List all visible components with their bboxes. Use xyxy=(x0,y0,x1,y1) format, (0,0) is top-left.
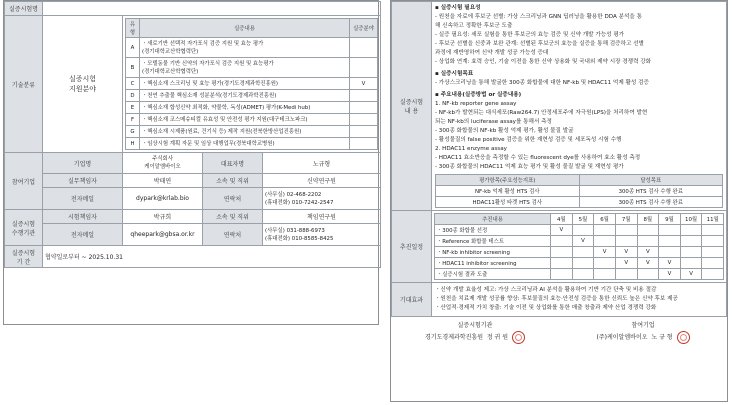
month-header: 7월 xyxy=(615,214,637,225)
eval-goal: 300종 HTS 검사 수행 완료 xyxy=(579,186,723,197)
schedule-cell[interactable] xyxy=(615,269,637,280)
category-check[interactable] xyxy=(350,138,378,150)
category-content: ㆍ천연 추출물 핵심소재 성분분석(경기도경제과학진흥원) xyxy=(140,90,350,102)
category-content: ㆍ핵심소재 스크리닝 및 효능 평가(경기도경제과학진흥원) xyxy=(140,78,350,90)
main-line: - 300종 화합물의 NF-kb 활성 억제 평가, 활성 물질 발굴 xyxy=(435,128,574,134)
schedule-cell[interactable] xyxy=(702,236,724,247)
mobile-value: 010-8585-8425 xyxy=(291,235,334,242)
schedule-cell[interactable] xyxy=(659,247,681,258)
schedule-cell[interactable] xyxy=(659,225,681,236)
content-body xyxy=(435,4,723,172)
schedule-cell[interactable]: V xyxy=(615,247,637,258)
schedule-cell[interactable] xyxy=(594,225,616,236)
eval-table xyxy=(435,174,723,208)
left-document xyxy=(3,0,379,325)
company-contact-value[interactable] xyxy=(263,188,381,210)
sign-org2-name: (주)케이알엠바이오 xyxy=(596,334,648,341)
main-line: 되는 NF-kb의 luciferase assay를 통해서 측정 xyxy=(435,119,552,125)
mobile-label: (휴대전화) xyxy=(265,199,291,206)
schedule-cell[interactable] xyxy=(551,258,573,269)
content-label: 실증시험 내 용 xyxy=(392,2,432,211)
schedule-cell[interactable] xyxy=(637,225,659,236)
schedule-cell[interactable] xyxy=(680,236,702,247)
schedule-cell[interactable] xyxy=(637,236,659,247)
company-section-label: 참여기업 xyxy=(5,153,43,210)
category-check[interactable] xyxy=(350,58,378,78)
category-content: ㆍ핵심소재 합성신약 최적화, 약물학, 독성(ADMET) 평가(K-Medi hub) xyxy=(140,102,350,114)
right-document xyxy=(390,0,728,402)
category-type: E xyxy=(126,102,140,114)
schedule-cell[interactable]: V xyxy=(551,225,573,236)
company-manager-value[interactable]: 박태연 xyxy=(123,174,203,188)
schedule-cell[interactable] xyxy=(551,269,573,280)
schedule-cell[interactable]: V xyxy=(637,247,659,258)
schedule-cell[interactable]: V xyxy=(659,258,681,269)
category-check[interactable] xyxy=(350,90,378,102)
sign-org2 xyxy=(559,330,727,345)
schedule-cell[interactable] xyxy=(680,247,702,258)
categories-table xyxy=(125,18,378,150)
category-check[interactable] xyxy=(350,114,378,126)
need-line: - 실증 필요성: 세포 실험을 통한 후보군의 효능 검증 및 신약 개발 가능성 평가 xyxy=(435,32,625,38)
category-content: ㆍ모델동물 기반 신약의 자가포식 검증 지원 및 효능평가 (경기대학교산학협력단) xyxy=(140,58,350,78)
agency-manager-label: 시험책임자 xyxy=(43,210,123,224)
category-type: F xyxy=(126,114,140,126)
schedule-cell[interactable] xyxy=(594,258,616,269)
main-title: ▪ 주요내용(실증방법 or 실증내용) xyxy=(435,92,522,98)
category-check[interactable]: V xyxy=(350,78,378,90)
eval-item: NF-kb 억제 활성 HTS 검사 xyxy=(436,186,580,197)
category-type: C xyxy=(126,78,140,90)
schedule-cell[interactable] xyxy=(615,236,637,247)
title-label: 실증시험명 xyxy=(5,2,43,16)
company-contact-label: 연락처 xyxy=(203,188,263,210)
schedule-task: ㆍ300종 화합물 선정 xyxy=(435,225,551,236)
category-content: ㆍ새로기반 선택적 자가포식 검증 지원 및 효능 평가 (경기대학교산학협력단) xyxy=(140,38,350,58)
category-check[interactable] xyxy=(350,126,378,138)
expect-label: 기대효과 xyxy=(392,283,432,317)
sign-person1: 정 귀 원 xyxy=(486,334,509,341)
need-line: 과정에 재반영하여 신약 개발 성공 가능성 증대 xyxy=(435,50,549,56)
category-check[interactable] xyxy=(350,38,378,58)
month-header: 5월 xyxy=(572,214,594,225)
company-position-value[interactable]: 신약연구원 xyxy=(263,174,381,188)
category-type: H xyxy=(126,138,140,150)
main-line: - NF-kb가 발현되는 대식세포(Raw264.7) 안정세포주에 자극원(LPS)을 처리하여 발현 xyxy=(435,110,648,116)
seal-icon xyxy=(677,331,690,344)
schedule-cell[interactable] xyxy=(572,269,594,280)
tech-category-label: 기술분류 xyxy=(5,16,43,153)
schedule-cell[interactable] xyxy=(572,247,594,258)
agency-position-label: 소속 및 직위 xyxy=(203,210,263,224)
need-line: - 원천을 자료에 후보군 선별: 가상 스크리닝과 GNN 딥러닝을 활용한 DDA 분석을 통 xyxy=(435,14,642,20)
phone-value: 02-468-2202 xyxy=(286,191,322,198)
month-header: 8월 xyxy=(637,214,659,225)
schedule-cell[interactable]: V xyxy=(637,258,659,269)
company-email-label: 전자메일 xyxy=(43,188,123,210)
sign-org1 xyxy=(391,330,559,345)
agency-email-label: 전자메일 xyxy=(43,224,123,246)
month-header: 4월 xyxy=(551,214,573,225)
seal-icon xyxy=(512,331,525,344)
schedule-cell[interactable] xyxy=(680,225,702,236)
sign-org1-label: 실증시험기관 xyxy=(457,322,493,329)
company-name-value[interactable]: 주식회사 케이알엠바이오 xyxy=(123,153,203,174)
expect-body xyxy=(432,283,727,317)
category-type: G xyxy=(126,126,140,138)
goal-line: - 가상스크리닝을 통해 발굴한 300종 화합물에 대한 NF-kb 및 HDAC11 억제 활성 검증 xyxy=(435,80,649,86)
agency-position-value[interactable]: 책임연구원 xyxy=(263,210,381,224)
col-type: 유형 xyxy=(126,19,140,38)
category-content: ㆍ핵심소재 코스메슈티컬 유효성 및 안전성 평가 지원(대구테크노파크) xyxy=(140,114,350,126)
agency-manager-value[interactable]: 박규희 xyxy=(123,210,203,224)
eval-col-item: 평가항목(주요성능지표) xyxy=(436,175,580,186)
ceo-value[interactable]: 노규형 xyxy=(263,153,381,174)
month-header: 10월 xyxy=(680,214,702,225)
company-name-label: 기업명 xyxy=(43,153,123,174)
schedule-cell[interactable] xyxy=(702,225,724,236)
schedule-cell[interactable] xyxy=(551,236,573,247)
month-header: 6월 xyxy=(594,214,616,225)
schedule-cell[interactable] xyxy=(594,236,616,247)
month-header: 11월 xyxy=(702,214,724,225)
schedule-cell[interactable] xyxy=(680,258,702,269)
eval-goal: 300종 HTS 검사 수행 완료 xyxy=(579,197,723,208)
signature-table xyxy=(391,319,727,345)
company-position-label: 소속 및 직위 xyxy=(203,174,263,188)
main-line: - 300종 화합물의 HDAC11 억제 효능 평가 및 활성 물질 발굴 및 재현성 평가 xyxy=(435,164,624,170)
sign-person2: 노 규 형 xyxy=(651,334,673,341)
expect-line: ㆍ산업적·경제적 가치 창출: 기술 이전 및 상업화를 통한 매출 창출과 제약 산업 경쟁력 강화 xyxy=(435,305,657,311)
category-content: ㆍ임상시험 계획 자문 및 임상 대행업무(경북대학교병원) xyxy=(140,138,350,150)
schedule-cell[interactable]: V xyxy=(615,258,637,269)
category-check[interactable] xyxy=(350,102,378,114)
schedule-col-task: 추진내용 xyxy=(435,214,551,225)
goal-title: ▪ 실증시험목표 xyxy=(435,71,474,77)
schedule-cell[interactable] xyxy=(594,269,616,280)
company-manager-label: 실무책임자 xyxy=(43,174,123,188)
sign-org1-name: 경기도경제과학진흥원 xyxy=(425,334,483,341)
schedule-cell[interactable] xyxy=(659,236,681,247)
category-type: A xyxy=(126,38,140,58)
eval-col-goal: 달성목표 xyxy=(579,175,723,186)
schedule-cell[interactable]: V xyxy=(572,236,594,247)
main-line: - 활성물질의 false positive 검증을 위한 재현성 검증 및 세포독성 시험 수행 xyxy=(435,137,622,143)
application-form-table xyxy=(4,1,381,268)
schedule-task: ㆍReference 화합물 테스트 xyxy=(435,236,551,247)
month-header: 9월 xyxy=(659,214,681,225)
schedule-cell[interactable]: V xyxy=(594,247,616,258)
main-line: 1. NF-kb reporter gene assay xyxy=(435,101,517,107)
schedule-label: 추진일정 xyxy=(392,211,432,283)
agency-contact-label: 연락처 xyxy=(203,224,263,246)
schedule-cell[interactable] xyxy=(702,247,724,258)
phone-value: 031-888-6973 xyxy=(286,227,325,234)
schedule-table xyxy=(434,213,724,280)
schedule-cell[interactable]: V xyxy=(659,269,681,280)
phone-label: (사무실) xyxy=(265,191,285,198)
ceo-label: 대표자명 xyxy=(203,153,263,174)
need-line: 해 신속하고 정확한 후보군 도출 xyxy=(435,23,513,29)
need-line: - 후보군 선별을 신중과 보완 관계: 선별된 후보군의 효능을 실증을 통해 검증하고 선별 xyxy=(435,41,644,47)
schedule-cell[interactable] xyxy=(572,258,594,269)
mobile-value: 010-7242-2547 xyxy=(291,199,334,206)
period-value[interactable]: 협약일로부터 ~ 2025.10.31 xyxy=(43,246,381,268)
category-content: ㆍ핵심소재 시제품(원료, 건기식 등) 제작 지원(전북한방산업진흥원) xyxy=(140,126,350,138)
sign-org2-label: 참여기업 xyxy=(631,322,655,329)
category-type: D xyxy=(126,90,140,102)
main-line: 2. HDAC11 enzyme assay xyxy=(435,146,507,152)
schedule-task: ㆍNF-kb inhibitor screening xyxy=(435,247,551,258)
col-field: 실증분야 xyxy=(350,19,378,38)
expect-line: ㆍ신약 개발 효율성 제고: 가상 스크리닝과 AI 분석을 활용하여 기반 기간 단축 및 비용 절감 xyxy=(435,287,657,293)
schedule-cell[interactable] xyxy=(702,269,724,280)
schedule-cell[interactable] xyxy=(551,247,573,258)
plan-table xyxy=(391,1,727,317)
company-email-value[interactable]: dypark@krlab.bio xyxy=(123,188,203,210)
need-title: ▪ 실증시험 필요성 xyxy=(435,5,481,11)
agency-section-label: 실증시험 수행기관 xyxy=(5,210,43,246)
agency-email-value[interactable]: qheepark@gbsa.or.kr xyxy=(123,224,203,246)
agency-contact-value[interactable] xyxy=(263,224,381,246)
eval-item: HDAC11활성 타겟 HTS 검사 xyxy=(436,197,580,208)
category-type: B xyxy=(126,58,140,78)
need-line: - 상업화 연계: 효력 승인, 기술 이전을 통한 신약 상용화 및 국내외 제약 시장 경쟁력 강화 xyxy=(435,59,652,65)
title-value[interactable] xyxy=(43,2,381,16)
col-content: 실증내용 xyxy=(140,19,350,38)
schedule-cell[interactable] xyxy=(637,269,659,280)
mobile-label: (휴대전화) xyxy=(265,235,291,242)
support-field-label: 실증시험 지원분야 xyxy=(43,16,123,153)
schedule-cell[interactable] xyxy=(615,225,637,236)
schedule-cell[interactable] xyxy=(702,258,724,269)
expect-line: ㆍ원천을 치료제 개발 성공률 향상: 후보물질의 효능·안전성 검증을 통한 신뢰도 높은 신약 후보 제공 xyxy=(435,296,678,302)
period-label: 실증시험 기 간 xyxy=(5,246,43,268)
schedule-task: ㆍ실증시험 결과 도출 xyxy=(435,269,551,280)
schedule-cell[interactable]: V xyxy=(680,269,702,280)
schedule-cell[interactable] xyxy=(572,225,594,236)
main-line: - HDAC11 효소반응을 측정할 수 있는 fluorescent dye를 사용하여 효소 활성 측정 xyxy=(435,155,641,161)
phone-label: (사무실) xyxy=(265,227,285,234)
schedule-task: ㆍHDAC11 inhibitor screening xyxy=(435,258,551,269)
